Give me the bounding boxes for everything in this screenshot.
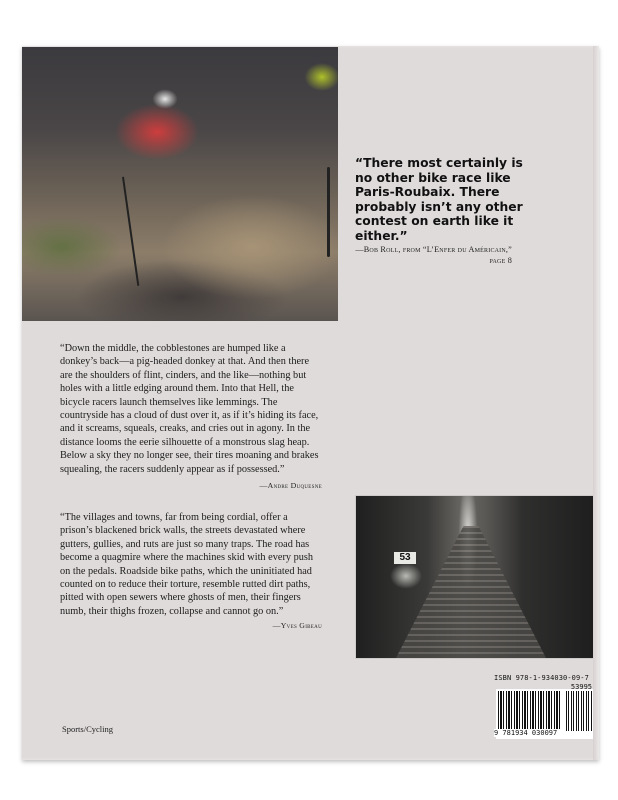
barcode-bars-icon (498, 691, 562, 729)
barcode-digits: 9 781934 030097 (494, 729, 564, 737)
pull-quote-attribution: —Bob Roll, from “L’Enfer du Américain,” page 8 (355, 245, 512, 265)
rider-number: 53 (394, 552, 416, 564)
isbn-text: ISBN 978-1-934030-09-7 (494, 674, 589, 682)
quote-gibeau-attribution: —Yves Gibeau (272, 621, 322, 630)
cyclists-mud-photo (22, 47, 338, 321)
bike-frame-shape (122, 177, 139, 286)
category-label: Sports/Cycling (62, 724, 114, 734)
pull-quote: “There most certainly is no other bike race like Paris-Roubaix. There probably isn’t any other contest on earth like it either.” (355, 156, 523, 243)
quote-duquesne: “Down the middle, the cobblestones are humped like a donkey’s back—a pig-headed donkey at that. And then there are the shoulders of flint, cinders, and the like—nothing but holes with a little edging around them. Into that Hell, the bicycle racers launch themselves like lemmings. The countryside has a cloud of dust over it, as if it’s hiding its face, and it screams, squeals, creaks, and cries out in agony. In the distance looms the eerie silhouette of a monstrous slag heap. Below a sky they no longer see, their tires moaning and brakes squealing, the racers suddenly appear as if possessed.” (60, 343, 319, 475)
isbn-barcode (494, 674, 594, 740)
book-back-cover (22, 46, 599, 760)
bike-wheel-shape (327, 167, 330, 257)
quote-duquesne-attribution: —Andre Duquesne (259, 481, 322, 490)
cobbled-road-bw-photo (355, 495, 595, 659)
barcode-addon-bars-icon (566, 691, 592, 731)
cobblestone-road-shape (396, 526, 546, 658)
quote-gibeau: “The villages and towns, far from being cordial, offer a prison’s blackened brick walls, the streets devastated where gutters, gullies, and ruts are just so many traps. The road has become a quagmire where the machines skid with every push on the pedals. Roadside bike paths, which the uninitiated had counted on to reduce their torture, resemble rutted dirt paths, pitted with open sewers where ghosts of men, their fingers numb, their thighs frozen, collapse and cannot go on.” (60, 512, 314, 617)
price-code: 53995 (570, 683, 592, 691)
